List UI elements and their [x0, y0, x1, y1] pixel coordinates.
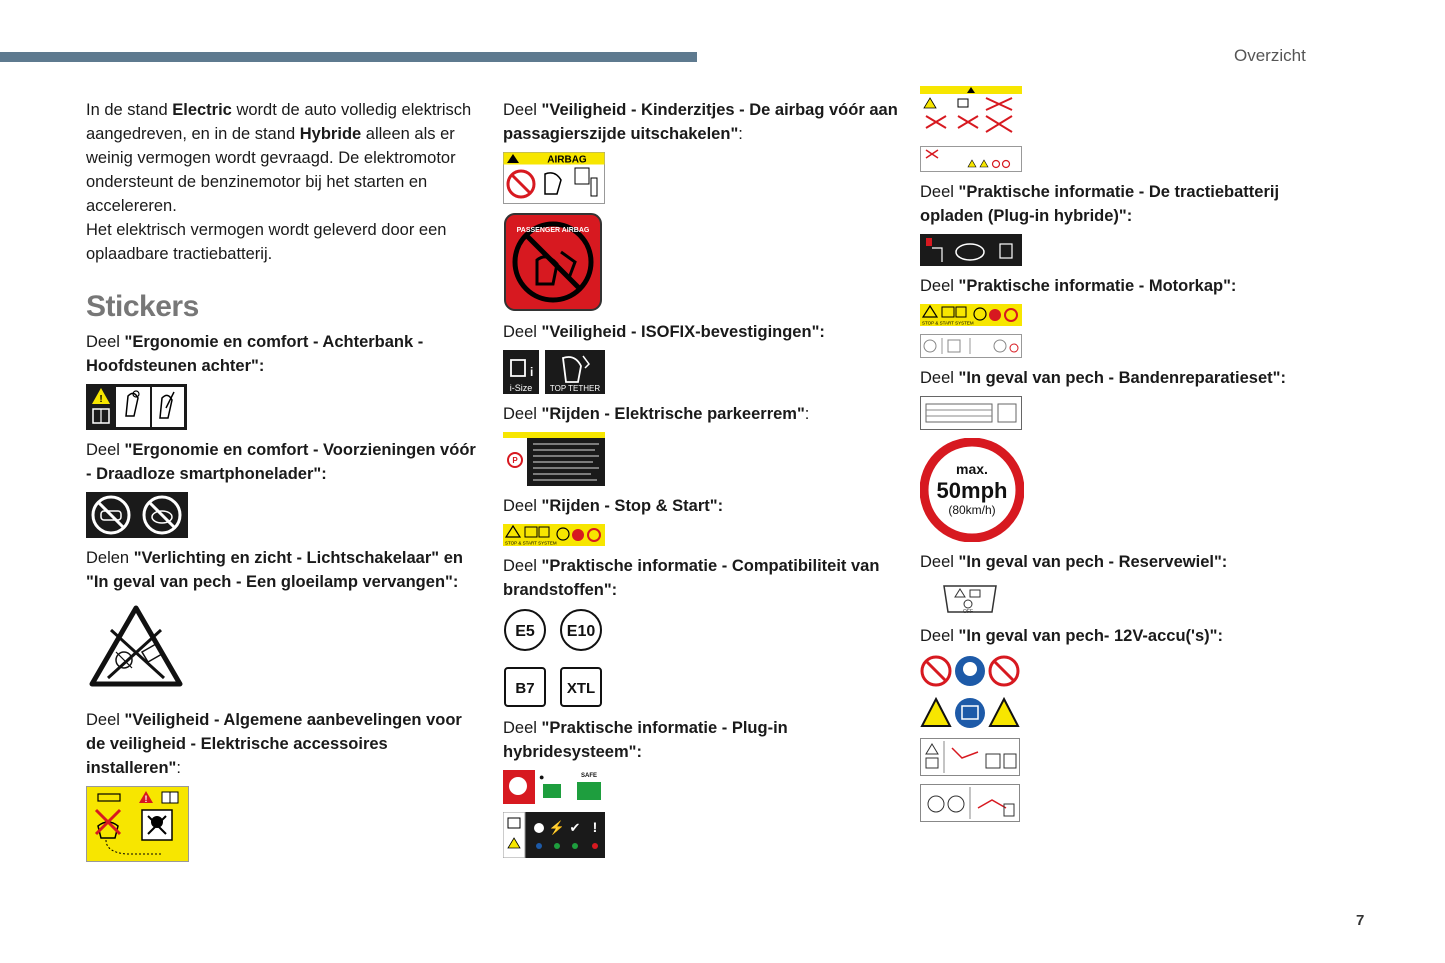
battery-jump-start-sticker-icon [920, 738, 1020, 776]
stop-start-sticker-icon [503, 524, 605, 546]
label-isofix: Deel "Veiligheid - ISOFIX-bevestigingen": [503, 323, 825, 341]
bonnet-stop-start-text: STOP & START SYSTEM [922, 320, 974, 326]
label-plugin-hybrid: Deel "Praktische informatie - Plug-in hybridesysteem": [503, 719, 788, 761]
label-stop-start: Deel "Rijden - Stop & Start": [503, 497, 724, 515]
bonnet-warning-strip-icon [920, 334, 1022, 358]
hybrid-status-sticker-icon [503, 812, 605, 858]
off-text: OFF [963, 609, 973, 615]
intro-bold-hybride: Hybride [299, 125, 362, 143]
label-wireless-charger: Deel "Ergonomie en comfort - Voorzieningen vóór - Draadloze smartphonelader": [86, 441, 476, 483]
fuel-compatibility-icons [503, 608, 605, 708]
wireless-charger-sticker-icon [86, 492, 188, 538]
top-tether-text: TOP TETHER [549, 384, 601, 393]
label-spare-wheel: Deel "In geval van pech - Reservewiel": [920, 553, 1228, 571]
traction-battery-strip-icon [920, 146, 1022, 172]
isize-text: i-Size [509, 383, 533, 393]
battery-warning-icons [920, 696, 1022, 730]
label-charging-battery: Deel "Praktische informatie - De tractiebatterij opladen (Plug-in hybride)": [920, 183, 1280, 225]
column-3 [920, 86, 1315, 830]
traction-battery-warning-sticker-icon [920, 86, 1022, 138]
label-12v-battery: Deel "In geval van pech- 12V-accu('s)": [920, 627, 1223, 645]
battery-prohibition-icons [920, 654, 1022, 688]
stop-start-text: STOP & START SYSTEM [505, 540, 557, 546]
charging-sticker-icon [920, 234, 1022, 266]
page-number: 7 [1356, 912, 1365, 929]
intro-paragraph [86, 98, 481, 218]
svg-text:!: ! [592, 819, 598, 835]
label-airbag: Deel "Veiligheid - Kinderzitjes - De airbag vóór aan passagierszijde uitschakelen": [503, 101, 898, 143]
label-lights: Delen "Verlichting en zicht - Lichtschakelaar" en "In geval van pech - Een gloeilamp vervangen": [86, 549, 463, 591]
intro-text-1: In de stand [86, 101, 173, 119]
passenger-airbag-sticker-icon [503, 212, 603, 312]
bonnet-stop-start-sticker-icon [920, 304, 1022, 326]
label-headrests: Deel "Ergonomie en comfort - Achterbank - Hoofdsteunen achter": [86, 333, 424, 375]
speed-kmh-text: (80km/h) [948, 503, 996, 517]
intro-text-3: alleen als er weinig vermogen wordt gevraagd. De elektromotor ondersteunt de benzinemotor bij het starten en accelereren. [86, 125, 456, 215]
svg-text:!: ! [99, 394, 103, 405]
fuel-b7: B7 [515, 680, 535, 697]
safe-text: SAFE [580, 773, 598, 779]
speed-limit-sign-icon [920, 438, 1024, 542]
section-title: Overzicht [1234, 46, 1306, 65]
parking-brake-sticker-icon [503, 432, 605, 486]
speed-mph-text: 50mph [936, 478, 1008, 503]
label-fuel-compatibility: Deel "Praktische informatie - Compatibiliteit van brandstoffen": [503, 557, 880, 599]
passenger-airbag-text: PASSENGER AIRBAG [516, 227, 590, 234]
stickers-heading: Stickers [86, 290, 199, 323]
label-tyre-repair: Deel "In geval van pech - Bandenreparatieset": [920, 369, 1286, 387]
column-2 [503, 98, 898, 866]
speed-max-text: max. [956, 461, 988, 477]
column-1 [86, 98, 481, 870]
svg-text:P: P [512, 456, 518, 465]
svg-text:⚡: ⚡ [548, 820, 566, 835]
label-electrical-accessories: Deel "Veiligheid - Algemene aanbevelingen voor de veiligheid - Elektrische accessoires installeren": [86, 711, 462, 777]
isofix-sticker-icon [503, 350, 605, 394]
intro-paragraph-2: Het elektrisch vermogen wordt geleverd door een oplaadbare tractiebatterij. [86, 221, 447, 263]
label-bonnet: Deel "Praktische informatie - Motorkap": [920, 277, 1237, 295]
fuel-e5: E5 [515, 623, 535, 640]
fuel-e10: E10 [566, 623, 596, 640]
bulb-hot-warning-icon [86, 600, 186, 690]
electrical-accessories-sticker-icon [86, 786, 189, 862]
tyre-repair-sticker-icon [920, 396, 1022, 430]
svg-text:●: ● [539, 772, 545, 782]
label-parking-brake: Deel "Rijden - Elektrische parkeerrem": [503, 405, 810, 423]
airbag-text: AIRBAG [547, 154, 587, 166]
svg-text:i: i [530, 365, 534, 379]
spare-wheel-sticker-icon [940, 580, 1000, 616]
airbag-sticker-icon [503, 152, 605, 204]
headrest-sticker-icon [86, 384, 187, 430]
plugin-hybrid-sticker-icon [503, 770, 605, 804]
intro-text-2: wordt de auto volledig elektrisch aangedreven, en in de stand [86, 101, 472, 143]
header-bar [0, 52, 697, 62]
svg-text:✔: ✔ [569, 820, 581, 835]
battery-connection-sticker-icon [920, 784, 1020, 822]
svg-text:!: ! [144, 794, 148, 804]
intro-bold-electric: Electric [172, 101, 232, 119]
fuel-xtl: XTL [566, 680, 596, 697]
